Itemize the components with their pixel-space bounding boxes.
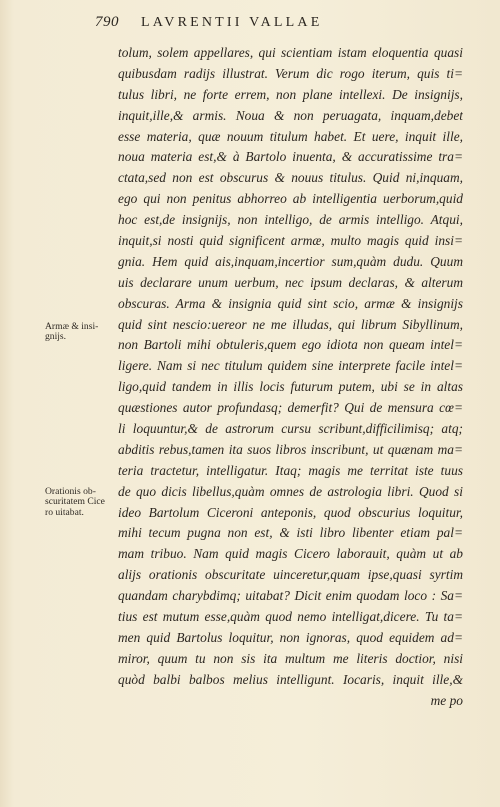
body-text (118, 43, 463, 712)
text-line: gnia. Hem quid ais,inquam,incertior sum,quàm dudu. Quum (118, 253, 463, 269)
margin-note (45, 322, 117, 343)
text-line: quandam charybdimq; uitabat? Dicit enim quodam loco : Sa= (118, 588, 463, 604)
text-line: tolum, solem appellares, qui scientiam istam eloquentia quasi (118, 45, 463, 60)
text-line: ego qui non penitus abhorreo ab intelligentia uerborum,quid (118, 191, 463, 207)
text-line: de quo dicis libellus,quàm omnes de astrologia libri. Quod si (118, 483, 463, 499)
margin-note-line: Armæ & insi- (45, 321, 99, 332)
page-number: 790 (95, 14, 119, 30)
text-line: non Bartoli mihi obtuleris,quem ego idiota non queam intel= (118, 337, 463, 353)
text-line: men quid Bartolus loquitur, non ignoras, quod equidem ad= (118, 629, 463, 645)
text-line: quid sint nescio:uereor ne me illudas, qui librum Sibyllinum, (118, 316, 463, 332)
text-line: ctata,sed non est obscurus & nouus titulus. Quid ni,inquam, (118, 170, 463, 186)
margin-note (45, 487, 117, 518)
catchword: me po (430, 692, 463, 708)
margin-note-line: Orationis ob- (45, 486, 96, 497)
text-line: uis declarare unum uerbum, nec ipsum declaras, & alterum (118, 274, 463, 290)
text-line: inquit,si nosti quid significent armæ, multo magis quid insi= (118, 233, 463, 249)
margin-note-line: ro uitabat. (45, 506, 84, 518)
text-line: ideo Bartolum Ciceroni anteponis, quod obscurius loquitur, (118, 504, 463, 520)
page-header (95, 14, 455, 36)
text-line: alijs orationis obscuritate uinceretur,quam ipse,quasi syrtim (118, 567, 463, 583)
text-line: abditis rebus,tamen ita suos libros inscribunt, ut quænam ma= (118, 441, 463, 457)
text-line: quæstiones autor profundasq; demerfit? Qui de mensura cœ= (118, 400, 463, 416)
text-line: esse materia, quæ nouum titulum habet. Et uere, inquit ille, (118, 128, 463, 144)
text-line: li loquuntur,& de astrorum cursu scribunt,difficilimisq; atq; (118, 421, 463, 437)
text-line: inquit,ille,& armis. Noua & non peruagata, inquam,debet (118, 107, 463, 123)
text-line: ligere. Nam si nec titulum quidem sine interprete facile intel= (118, 358, 463, 374)
text-line: ligo,quid tandem in illis locis futurum putem, ubi se in altas (118, 379, 463, 395)
text-line: tulus libri, ne forte errem, non plane intellexi. De insignijs, (118, 86, 463, 102)
text-line: obscuras. Arma & insignia quid sint scio, armæ & insignijs (118, 295, 463, 311)
text-line: quibusdam radijs illustrat. Verum dic rogo iterum, quis ti= (118, 65, 463, 81)
text-line: miror, quum tu non sis ita multum me literis doctior, nisi (118, 650, 463, 666)
text-line: mihi tecum pugna non est, & isti libro libenter etiam pal= (118, 525, 463, 541)
text-line: tius est mutum esse,quàm quod nemo intelligat,dicere. Tu ta= (118, 609, 463, 625)
running-head: LAVRENTII VALLAE (141, 15, 323, 30)
text-line: hoc est,de insignijs, non intelligo, de armis intelligo. Atqui, (118, 212, 463, 228)
text-line: noua materia est,& à Bartolo inuenta, & accuratissime tra= (118, 149, 463, 165)
text-line: mam tribuo. Nam quid magis Cicero laborauit, quàm ut ab (118, 546, 463, 562)
text-line: teria tractetur, intelligatur. Itaq; magis me territat iste tuus (118, 462, 463, 478)
text-line: quòd balbi balbos melius intelligunt. Iocaris, inquit ille,& (118, 671, 463, 687)
margin-note-line: scuritatem Cice (45, 496, 105, 508)
margin-note-line: gnijs. (45, 331, 67, 343)
